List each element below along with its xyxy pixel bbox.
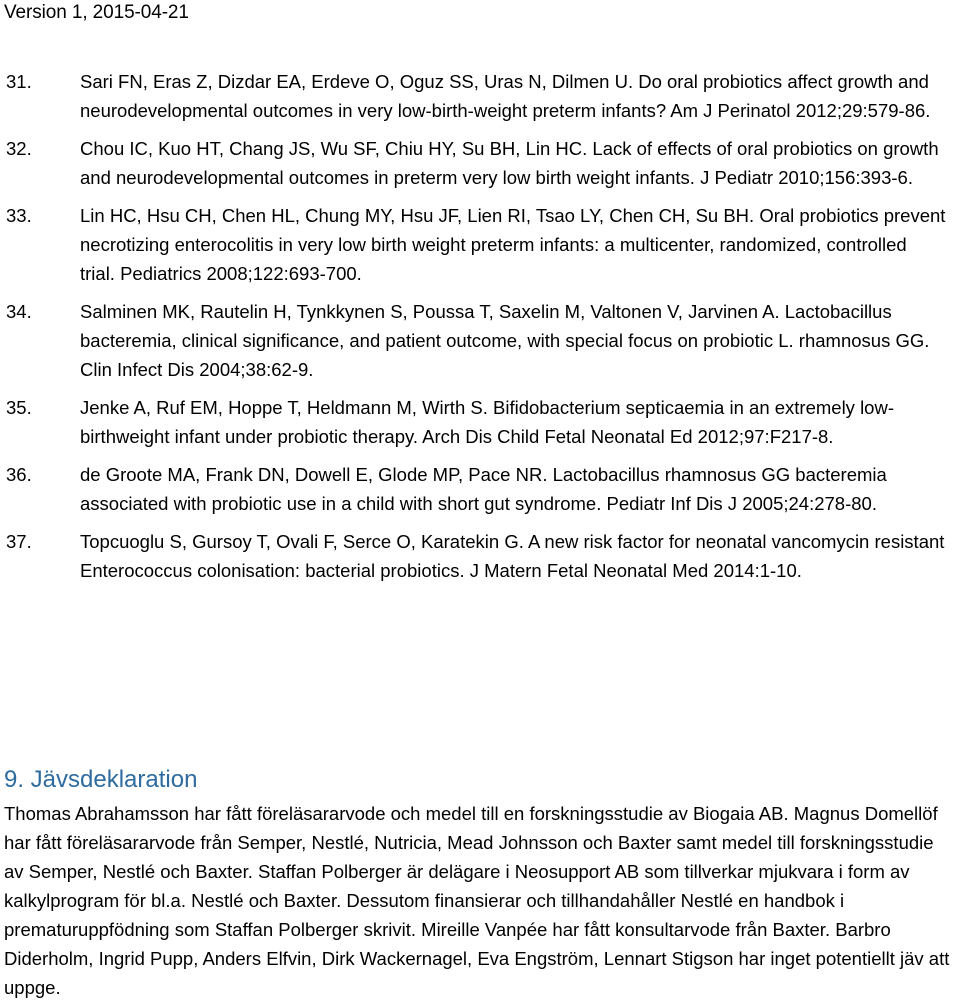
conflict-of-interest-section [4, 764, 954, 1002]
reference-item [6, 393, 946, 451]
reference-item [6, 201, 946, 288]
reference-number: 31. [6, 71, 32, 92]
reference-text: Lin HC, Hsu CH, Chen HL, Chung MY, Hsu JF, Lien RI, Tsao LY, Chen CH, Su BH. Oral probiotics prevent necrotizing enterocolitis in very low birth weight preterm infants: a multicenter, randomized, controlled trial. Pediatrics 2008;122:693-700. [80, 205, 946, 284]
reference-item [6, 67, 946, 125]
section-heading: 9. Jävsdeklaration [4, 766, 198, 793]
reference-text: Chou IC, Kuo HT, Chang JS, Wu SF, Chiu HY, Su BH, Lin HC. Lack of effects of oral probiotics on growth and neurodevelopmental outcomes in preterm very low birth weight infants. J Pediatr 2010;156:393-6. [80, 138, 939, 188]
reference-text: Topcuoglu S, Gursoy T, Ovali F, Serce O, Karatekin G. A new risk factor for neonatal vancomycin resistant Enterococcus colonisation: bacterial probiotics. J Matern Fetal Neonatal Med 2014:1-10. [80, 531, 945, 581]
reference-number: 36. [6, 464, 32, 485]
reference-number: 32. [6, 138, 32, 159]
version-header: Version 1, 2015-04-21 [4, 2, 189, 23]
reference-number: 37. [6, 531, 32, 552]
reference-item [6, 527, 946, 585]
reference-number: 33. [6, 205, 32, 226]
reference-item [6, 297, 946, 384]
reference-number: 34. [6, 301, 32, 322]
reference-text: Salminen MK, Rautelin H, Tynkkynen S, Poussa T, Saxelin M, Valtonen V, Jarvinen A. Lactobacillus bacteremia, clinical significance, and patient outcome, with special focus on probiotic L. rhamnosus GG. Clin Infect Dis 2004;38:62-9. [80, 301, 930, 380]
reference-text: Sari FN, Eras Z, Dizdar EA, Erdeve O, Oguz SS, Uras N, Dilmen U. Do oral probiotics affect growth and neurodevelopmental outcomes in very low-birth-weight preterm infants? Am J Perinatol 2012;29:579-86. [80, 71, 931, 121]
reference-text: de Groote MA, Frank DN, Dowell E, Glode MP, Pace NR. Lactobacillus rhamnosus GG bacteremia associated with probiotic use in a child with short gut syndrome. Pediatr Inf Dis J 2005;24:278-80. [80, 464, 887, 514]
reference-item [6, 460, 946, 518]
reference-list [6, 67, 946, 594]
reference-number: 35. [6, 397, 32, 418]
section-paragraph: Thomas Abrahamsson har fått föreläsararvode och medel till en forskningsstudie av Biogaia AB. Magnus Domellöf har fått föreläsararvode från Semper, Nestlé, Nutricia, Mead Johnsson och Baxter samt medel till forskningsstudie av Semper, Nestlé och Baxter. Staffan Polberger är delägare i Neosupport AB som tillverkar mjukvara i form av kalkylprogram för bl.a. Nestlé och Baxter. Dessutom finansierar och tillhandahåller Nestlé en handbok i prematuruppfödning som Staffan Polberger skrivit. Mireille Vanpée har fått konsultarvode från Baxter. Barbro Diderholm, Ingrid Pupp, Anders Elfvin, Dirk Wackernagel, Eva Engström, Lennart Stigson har inget potentiellt jäv att uppge. [4, 803, 950, 998]
reference-text: Jenke A, Ruf EM, Hoppe T, Heldmann M, Wirth S. Bifidobacterium septicaemia in an extremely low-birthweight infant under probiotic therapy. Arch Dis Child Fetal Neonatal Ed 2012;97:F217-8. [80, 397, 894, 447]
reference-item [6, 134, 946, 192]
